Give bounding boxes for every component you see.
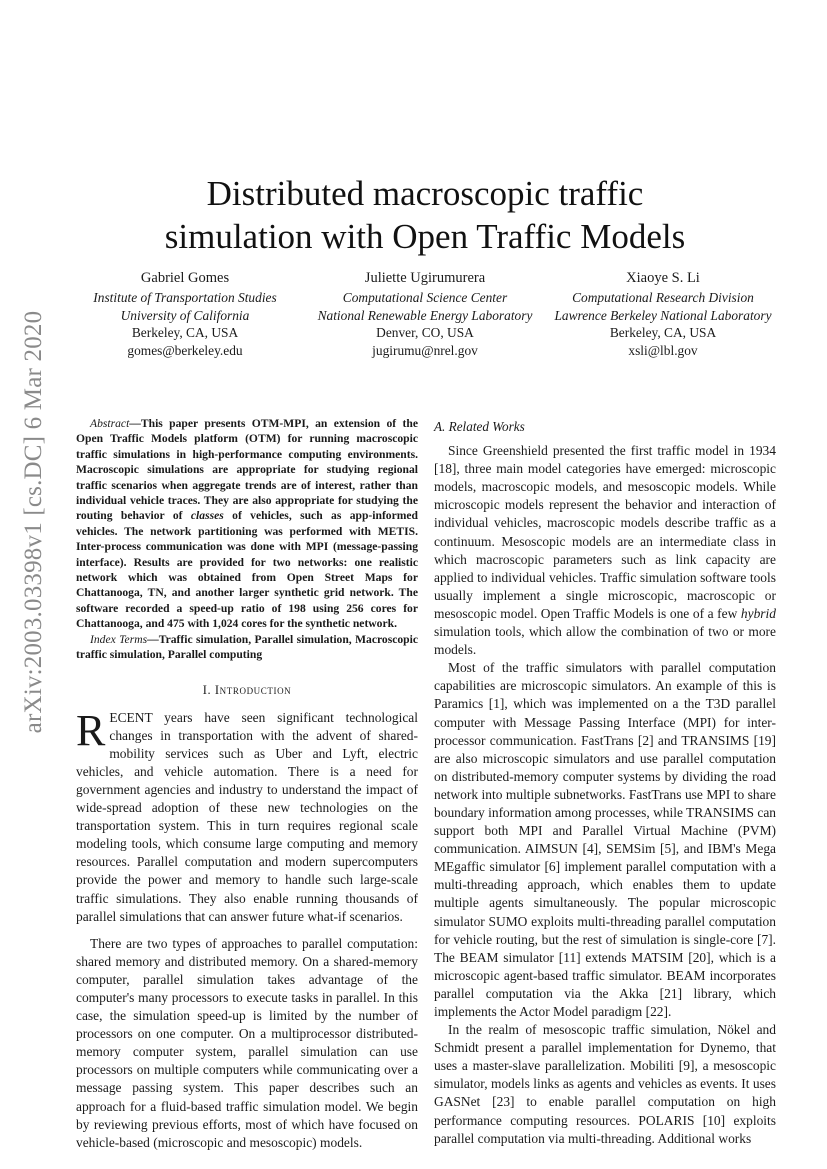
right-column xyxy=(434,416,776,1148)
author-affiliation: Institute of Transportation Studies xyxy=(93,290,277,306)
index-terms-label: Index Terms xyxy=(90,632,148,646)
index-terms-text: —Traffic simulation, Parallel simulation, Macroscopic traffic simulation, Parallel computing xyxy=(76,632,418,662)
abstract-text: —This paper presents OTM-MPI, an extension of the Open Traffic Models platform (OTM) for running macroscopic traffic simulations in high-performance computing environments. Macroscopic simulations are appropriate for studying regional traffic scenarios when aggregate trends are of interest, rather than individual vehicle traces. They are also appropriate for studying the routing behavior of xyxy=(76,417,418,523)
drop-cap: R xyxy=(76,705,106,755)
section-heading: I. Introduction xyxy=(202,682,292,697)
author-email: jugirumu@nrel.gov xyxy=(372,342,478,358)
author-affiliation: National Renewable Energy Laboratory xyxy=(317,307,533,323)
author-location: Denver, CO, USA xyxy=(376,325,474,341)
paper-title xyxy=(100,172,750,258)
author-affiliation: Computational Research Division xyxy=(572,290,754,306)
author-location: Berkeley, CA, USA xyxy=(609,325,717,341)
related-paragraph-1: Since Greenshield presented the first traffic model in 1934 [18], three main model categories have emerged: microscopic models, macroscopic models, and mesoscopic models. While microscopic models represent the behavior and interaction of individual vehicles, macroscopic models describe traffic as a continuum. Mesoscopic models are an intermediate class in which macroscopic parameters such as link capacity are applied to individual vehicles. Traffic simulation software tools usually implement a single microscopic, macroscopic or mesoscopic model. Open Traffic Models is one of a few hybrid simulation tools, which allow the combination of two or more models. xyxy=(434,443,776,658)
author-location: Berkeley, CA, USA xyxy=(131,325,239,341)
author-email: gomes@berkeley.edu xyxy=(127,342,243,358)
author-name: Xiaoye S. Li xyxy=(626,270,700,286)
intro-paragraph-2: There are two types of approaches to parallel computation: shared memory and distributed memory. On a shared-memory computer, parallel simulation takes advantage of the computer's many processors to execute tasks in parallel. In this case, the simulation speed-up is limited by the number of processors on one computer. On a multiprocessor distributed-memory computer system, parallel simulation can use processors on multiple computers while communicating over a message passing system. This paper describes such an approach for a fluid-based traffic simulation model. We begin by reviewing previous efforts, most of which have focused on vehicle-based (microscopic and mesoscopic) models. xyxy=(76,935,418,1150)
index-terms xyxy=(76,632,418,663)
arxiv-sidebar xyxy=(16,310,52,734)
arxiv-identifier: arXiv:2003.03398v1 [cs.DC] 6 Mar 2020 xyxy=(20,310,47,734)
title-line-2: simulation with Open Traffic Models xyxy=(164,217,686,256)
author-3 xyxy=(538,270,788,359)
abstract-emphasis: classes xyxy=(190,509,224,523)
emphasis-hybrid: hybrid xyxy=(740,605,776,621)
abstract-text-cont: of vehicles, such as app-informed vehicles. The network partitioning was performed with METIS. Inter-process communication was done with MPI (message-passing interface). Results are provided for two networks: one realistic network which was obtained from Open Street Maps for Chattanooga, TN, and another larger synthetic grid network. The software recorded a speed-up ratio of 198 using 256 cores for Chattanooga, and 475 with 1,024 cores for the synthetic network. xyxy=(76,509,419,631)
author-1 xyxy=(60,270,310,359)
intro-paragraph-1: RECENT years have seen significant technological changes in transportation with the advent of shared-mobility services such as Uber and Lyft, electric vehicles, and vehicle automation. There is a need for government agencies and industry to understand the impact of wide-spread adoption of these new technologies on the transportation system. This in turn requires regional scale modeling tools, which consume large computing and memory resources. Parallel computation and modern supercomputers provide the power and memory to handle such large-scale traffic simulations. They also enable running thousands of parallel simulations that can answer future what-if scenarios. xyxy=(76,705,418,924)
related-paragraph-3: In the realm of mesoscopic traffic simulation, Nökel and Schmidt present a parallel implementation for Dynemo, that uses a master-slave parallelization. Mobiliti [9], a mesoscopic simulator, models links as agents and vehicles as events. It uses GASNet [23] to enable parallel computation on high performance computing resources. POLARIS [10] exploits parallel computation via multi-threading. Additional works xyxy=(434,1022,776,1146)
author-name: Juliette Ugirumurera xyxy=(364,270,486,286)
author-2 xyxy=(300,270,550,359)
abstract-label: Abstract xyxy=(90,417,130,430)
left-column xyxy=(76,416,418,1152)
author-affiliation: Computational Science Center xyxy=(342,290,508,306)
title-line-1: Distributed macroscopic traffic xyxy=(206,174,644,213)
author-name: Gabriel Gomes xyxy=(140,270,230,286)
author-affiliation: University of California xyxy=(120,307,250,323)
abstract xyxy=(76,416,418,632)
related-paragraph-2: Most of the traffic simulators with parallel computation capabilities are microscopic simulators. An example of this is Paramics [1], which was implemented on a the T3D parallel computer with Message Passing Interface (MPI) for inter-processor communication. FastTrans [2] and TRANSIMS [19] are also microscopic simulators and use parallel computation on distributed-memory computer systems by dividing the road network into multiple subnetworks. FastTrans use MPI to share boundary information among processes, while TRANSIMS can support both MPI and Parallel Virtual Machine (PVM) communication. AIMSUN [4], SEMSim [5], and IBM's Mega MEgaffic simulator [6] implement parallel computation with a multi-threading approach, which enables them to update multiple agents simultaneously. The popular microscopic simulator SUMO exploits multi-threading parallel computation for vehicle routing, but the rest of simulation is single-core [7]. The BEAM simulator [11] extends MATSIM [20], which is a microscopic agent-based traffic simulator. BEAM incorporates parallel computation via the Akka [21] library, which implements the Actor Model paradigm [22]. xyxy=(434,660,776,1019)
author-affiliation: Lawrence Berkeley National Laboratory xyxy=(554,307,772,323)
author-email: xsli@lbl.gov xyxy=(628,342,698,358)
subsection-heading: A. Related Works xyxy=(434,419,525,434)
